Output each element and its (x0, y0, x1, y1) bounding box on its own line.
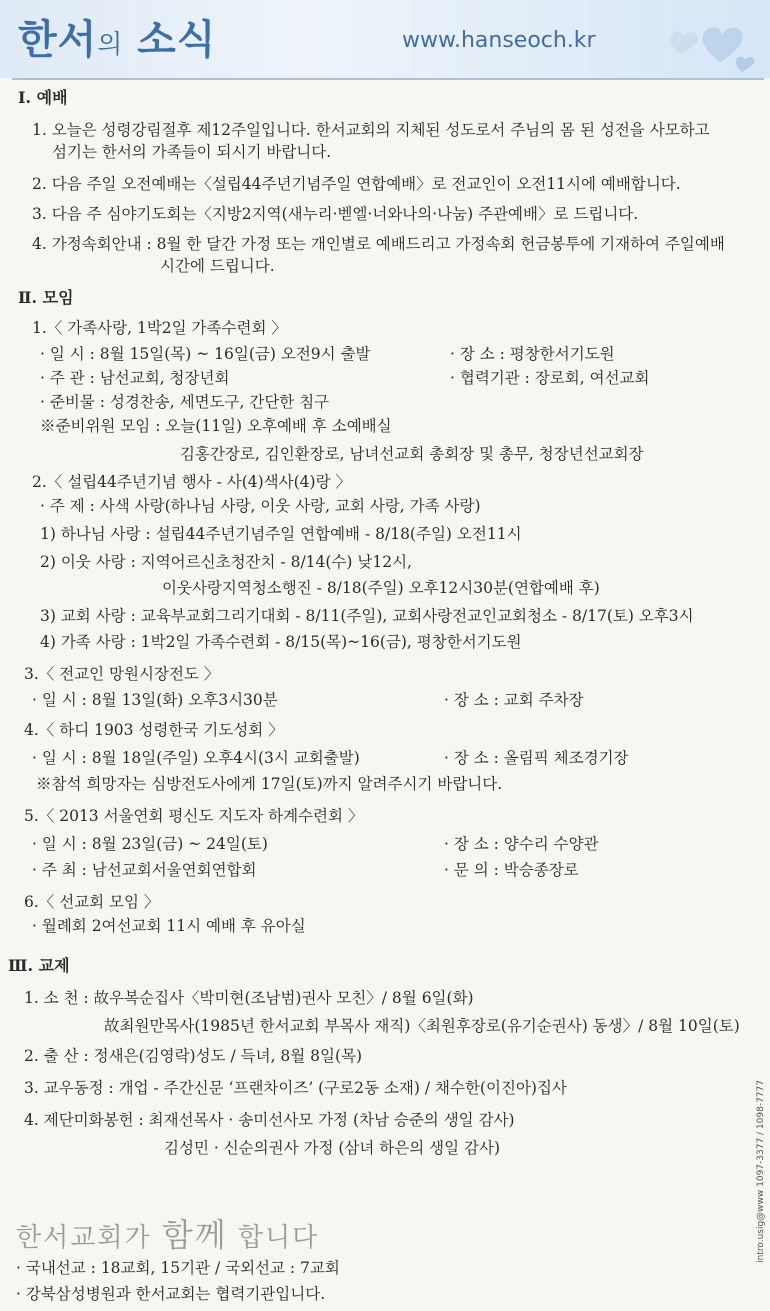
bulletin-line: · 문 의 : 박승종장로 (444, 861, 579, 879)
section-heading: Ⅱ. 모임 (18, 288, 74, 307)
bulletin-line: · 주 제 : 사색 사랑(하나님 사랑, 이웃 사랑, 교회 사랑, 가족 사랑) (40, 497, 481, 515)
title-char: 서 (57, 17, 98, 63)
bulletin-line: 시간에 드립니다. (160, 257, 275, 275)
footer-title-part: 한서교회가 (16, 1223, 152, 1253)
bulletin-line: · 장 소 : 교회 주차장 (444, 691, 584, 709)
bulletin-line: 3. 교우동정 : 개업 - 주간신문 ‘프랜차이즈’ (구로2동 소재) / 채수한(이진아)집사 (24, 1079, 567, 1097)
side-print-text: intro.usig@www 1097-3377 / 1098-7777 (756, 1080, 766, 1263)
bulletin-line: 섬기는 한서의 가족들이 되시기 바랍니다. (52, 143, 332, 161)
bulletin-line: 4.〈 하디 1903 성령한국 기도성회 〉 (24, 721, 284, 739)
site-url[interactable]: www.hanseoch.kr (402, 28, 596, 53)
bulletin-line: · 장 소 : 평창한서기도원 (450, 345, 615, 363)
bulletin-line: 故최원만목사(1985년 한서교회 부목사 재직)〈최원후장로(유기순권사) 동생〉/ 8월 10일(토) (104, 1017, 740, 1035)
bulletin-line: · 준비물 : 성경찬송, 세면도구, 간단한 침구 (40, 393, 330, 411)
bulletin-line: 2.〈 설립44주년기념 행사 - 사(4)색사(4)랑 〉 (32, 473, 351, 491)
bulletin-line: 3) 교회 사랑 : 교육부교회그리기대회 - 8/11(주일), 교회사랑전교인교회청소 - 8/17(토) 오후3시 (40, 607, 694, 625)
bulletin-line: 2. 다음 주일 오전예배는〈설립44주년기념주일 연합예배〉로 전교인이 오전11시에 예배합니다. (32, 175, 681, 193)
bulletin-line: 5.〈 2013 서울연회 평신도 지도자 하계수련회 〉 (24, 807, 364, 825)
title-char: 한 (18, 17, 58, 63)
section-heading: Ⅲ. 교제 (8, 956, 70, 975)
bulletin-line: · 장 소 : 양수리 수양관 (444, 835, 599, 853)
page-title (18, 8, 216, 65)
bulletin-line: · 일 시 : 8월 23일(금) ~ 24일(토) (32, 835, 268, 853)
bulletin-line: 6.〈 선교회 모임 〉 (24, 893, 160, 911)
footer-title (16, 1210, 319, 1256)
bulletin-line: · 월례회 2여선교회 11시 예배 후 유아실 (32, 917, 306, 935)
bulletin-line: 2) 이웃 사랑 : 지역어르신초청잔치 - 8/14(수) 낮12시, (40, 553, 412, 571)
bulletin-line: 1) 하나님 사랑 : 설립44주년기념주일 연합예배 - 8/18(주일) 오전11시 (40, 525, 522, 543)
hearts-icon (650, 10, 760, 74)
bulletin-line: 3. 다음 주 심야기도회는〈지방2지역(새누리·벧엘·너와나의·나눔) 주관예배〉로 드립니다. (32, 205, 639, 223)
bulletin-line: · 일 시 : 8월 18일(주일) 오후4시(3시 교회출발) (32, 749, 360, 767)
title-word: 소식 (137, 17, 217, 63)
bulletin-line: 1. 소 천 : 故우복순집사〈박미현(조남범)권사 모친〉/ 8월 6일(화) (24, 989, 474, 1007)
section-heading: Ⅰ. 예배 (18, 88, 68, 107)
bulletin-line: 3.〈 전교인 망원시장전도 〉 (24, 665, 220, 683)
bulletin-line: 4. 가정속회안내 : 8월 한 달간 가정 또는 개인별로 예배드리고 가정속회 헌금봉투에 기재하여 주일예배 (32, 235, 725, 253)
bulletin-line: 김홍간장로, 김인환장로, 남녀선교회 총회장 및 총무, 청장년선교회장 (180, 445, 644, 463)
bulletin-line: · 강북삼성병원과 한서교회는 협력기관입니다. (16, 1285, 326, 1303)
bulletin-line: · 일 시 : 8월 15일(목) ~ 16일(금) 오전9시 출발 (40, 345, 371, 363)
bulletin-line: 4) 가족 사랑 : 1박2일 가족수련회 - 8/15(목)~16(금), 평창한서기도원 (40, 633, 522, 651)
bulletin-line: · 주 관 : 남선교회, 청장년회 (40, 369, 230, 387)
bulletin-line: · 협력기관 : 장로회, 여선교회 (450, 369, 650, 387)
bulletin-line: 4. 제단미화봉헌 : 최재선목사 · 송미선사모 가정 (차남 승준의 생일 감사) (24, 1111, 515, 1129)
bulletin-line: ※참석 희망자는 심방전도사에게 17일(토)까지 알려주시기 바랍니다. (36, 775, 503, 793)
header-banner (0, 0, 770, 78)
bulletin-line: 2. 출 산 : 정새은(김영락)성도 / 득녀, 8월 8일(목) (24, 1047, 363, 1065)
bulletin-line: 1.〈 가족사랑, 1박2일 가족수련회 〉 (32, 319, 287, 337)
bulletin-line: · 일 시 : 8월 13일(화) 오후3시30분 (32, 691, 278, 709)
header-divider (12, 78, 764, 80)
bulletin-line: · 주 최 : 남선교회서울연회연합회 (32, 861, 257, 879)
title-char: 의 (97, 30, 124, 60)
footer-title-part: 함께 (161, 1216, 228, 1254)
bulletin-line: · 국내선교 : 18교회, 15기관 / 국외선교 : 7교회 (16, 1259, 340, 1277)
bulletin-line: 1. 오늘은 성령강림절후 제12주일입니다. 한서교회의 지체된 성도로서 주님의 몸 된 성전을 사모하고 (32, 121, 710, 139)
bulletin-line: · 장 소 : 올림픽 체조경기장 (444, 749, 629, 767)
bulletin-line: 김성민 · 신순의권사 가정 (삼녀 하은의 생일 감사) (164, 1139, 500, 1157)
footer-title-part: 합니다 (237, 1223, 320, 1253)
bulletin-line: 이웃사랑지역청소행진 - 8/18(주일) 오후12시30분(연합예배 후) (162, 579, 600, 597)
bulletin-line: ※준비위원 모임 : 오늘(11일) 오후예배 후 소예배실 (40, 417, 392, 435)
